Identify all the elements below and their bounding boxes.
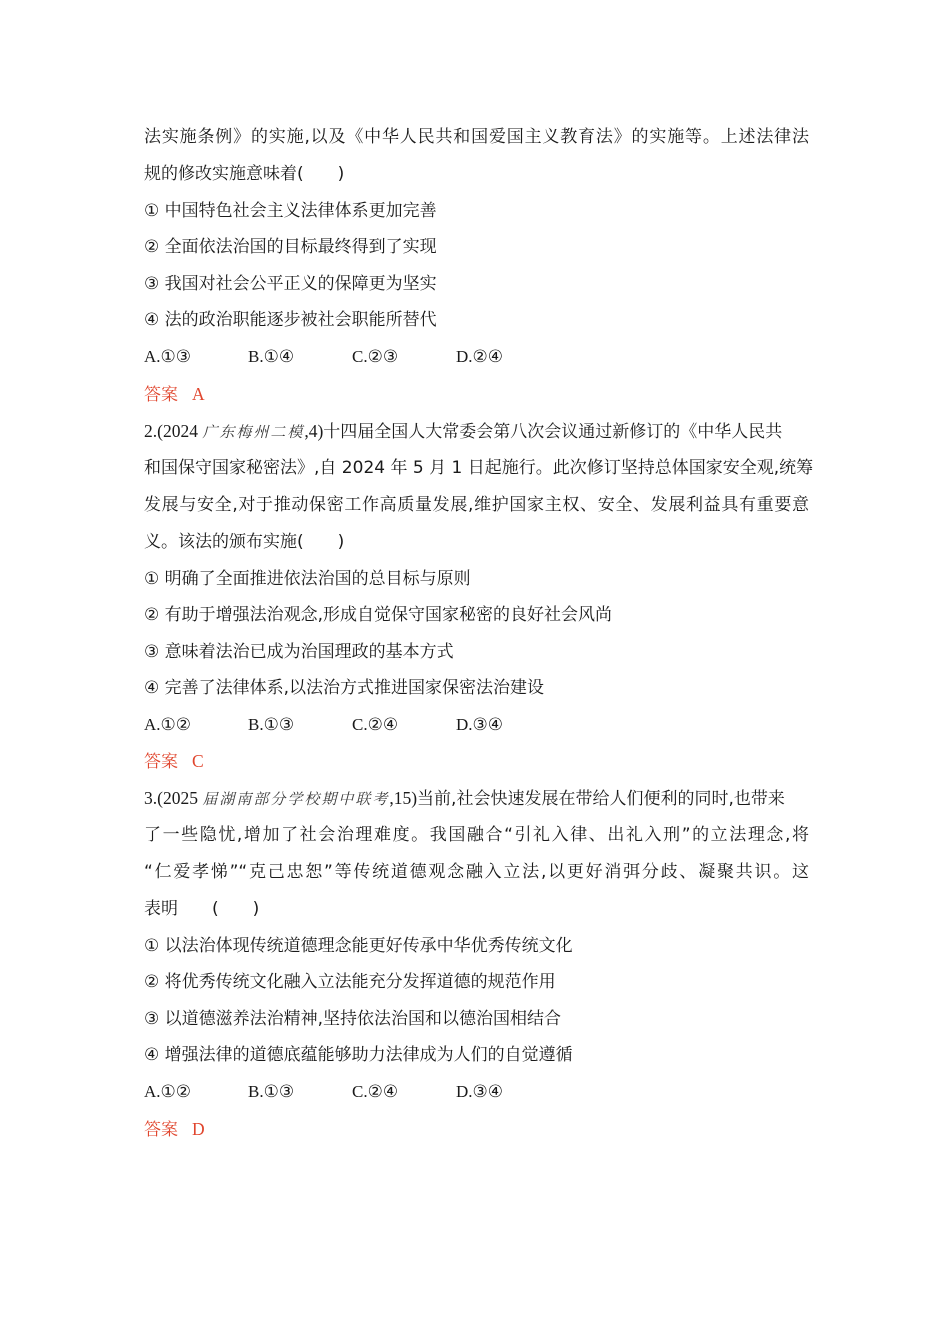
q2-answer [144,749,809,774]
q2-choices [144,713,809,737]
q2-option-2: ② 有助于增强法治观念,形成自觉保守国家秘密的良好社会风尚 [144,605,613,625]
q3-number: 3.(2025 [144,788,203,808]
q2-stem-line-2: 和国保守国家秘密法》,自 2024 年 5 月 1 日起施行。此次修订坚持总体国家安全观,统筹 [144,458,814,478]
q3-stem-line-3: “仁爱孝悌”“克己忠恕”等传统道德观念融入立法,以更好消弭分歧、凝聚共识。这 [144,862,809,882]
q2-option-1: ① 明确了全面推进依法治国的总目标与原则 [144,569,471,589]
q1-answer-label: 答案 [144,385,178,405]
q1-option-2: ② 全面依法治国的目标最终得到了实现 [144,237,437,257]
q2-stem-line-3: 发展与安全,对于推动保密工作高质量发展,维护国家主权、安全、发展利益具有重要意 [144,495,809,515]
q2-choice-d: D.③④ [456,715,504,734]
q2-choice-a: A.①② [144,715,192,734]
q1-stem-line-2: 规的修改实施意味着( ) [144,164,345,184]
q1-answer-value: A [192,384,205,404]
q1-choice-b: B.①④ [248,347,295,366]
q3-stem-line-2: 了一些隐忧,增加了社会治理难度。我国融合“引礼入律、出礼入刑”的立法理念,将 [144,825,809,845]
q3-choices [144,1080,809,1104]
q2-answer-label: 答案 [144,752,178,772]
q3-choice-a: A.①② [144,1082,192,1101]
q3-stem-line-4: 表明 ( ) [144,899,260,919]
q3-answer-value: D [192,1119,205,1139]
q2-source: 广东梅州二模 [202,423,305,441]
q3-option-1: ① 以法治体现传统道德理念能更好传承中华优秀传统文化 [144,936,573,956]
q3-option-3: ③ 以道德滋养法治精神,坚持依法治国和以德治国相结合 [144,1009,562,1029]
q1-option-1: ① 中国特色社会主义法律体系更加完善 [144,201,437,221]
q3-choice-d: D.③④ [456,1082,504,1101]
q2-stem-line-1-text: 十四届全国人大常委会第八次会议通过新修订的《中华人民共 [323,422,783,442]
q1-stem-line-1: 法实施条例》的实施,以及《中华人民共和国爱国主义教育法》的实施等。上述法律法 [144,127,809,147]
q3-answer [144,1117,809,1142]
q2-stem-line-1 [144,419,809,444]
q1-answer [144,382,809,407]
q3-source: 届湖南部分学校期中联考 [202,790,390,808]
q2-choice-c: C.②④ [352,715,399,734]
q2-option-4: ④ 完善了法律体系,以法治方式推进国家保密法治建设 [144,678,545,698]
q2-choice-b: B.①③ [248,715,295,734]
q1-option-4: ④ 法的政治职能逐步被社会职能所替代 [144,310,437,330]
q3-choice-c: C.②④ [352,1082,399,1101]
q2-number-suffix: ,4) [304,421,324,441]
q1-option-3: ③ 我国对社会公平正义的保障更为坚实 [144,274,437,294]
q3-answer-label: 答案 [144,1120,178,1140]
q1-choice-d: D.②④ [456,347,504,366]
q1-choice-c: C.②③ [352,347,399,366]
q2-number: 2.(2024 [144,421,203,441]
q3-option-2: ② 将优秀传统文化融入立法能充分发挥道德的规范作用 [144,972,556,992]
q3-number-suffix: ,15) [389,788,418,808]
q2-stem-line-4: 义。该法的颁布实施( ) [144,532,345,552]
q2-option-3: ③ 意味着法治已成为治国理政的基本方式 [144,642,454,662]
q2-answer-value: C [192,751,204,771]
q3-stem-line-1-text: 当前,社会快速发展在带给人们便利的同时,也带来 [417,789,785,809]
q3-option-4: ④ 增强法律的道德底蕴能够助力法律成为人们的自觉遵循 [144,1045,573,1065]
q1-choice-a: A.①③ [144,347,192,366]
q1-choices [144,345,809,369]
q3-stem-line-1 [144,786,809,811]
q3-choice-b: B.①③ [248,1082,295,1101]
